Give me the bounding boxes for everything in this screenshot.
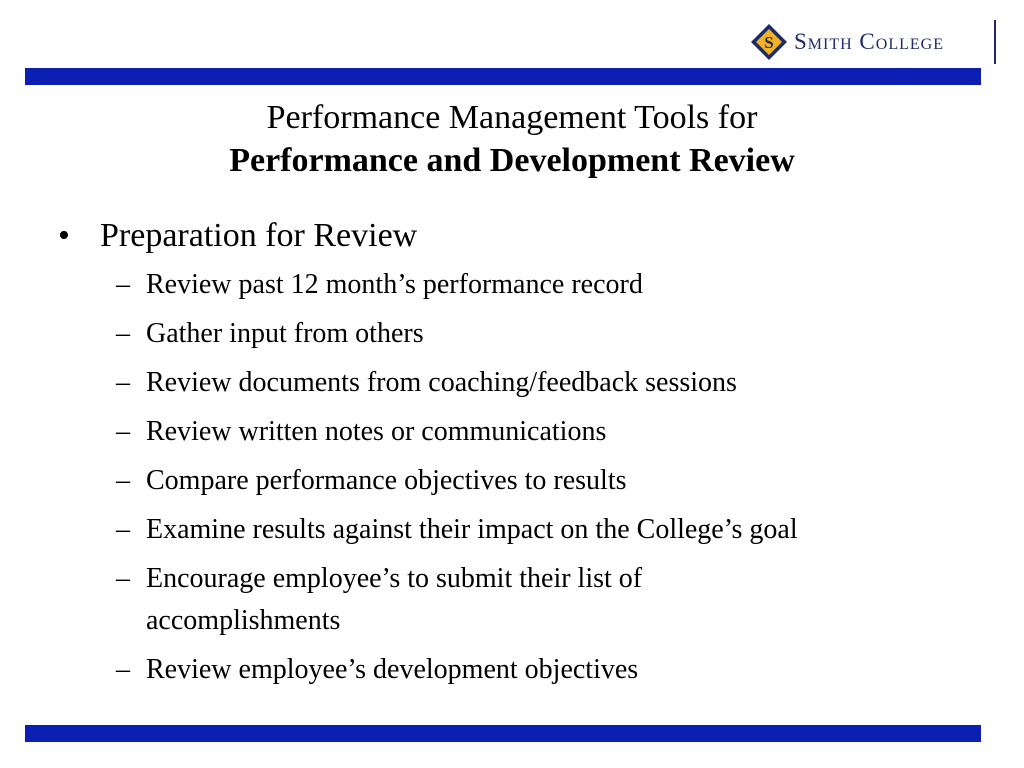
sub-bullet-text: Review employee’s development objectives bbox=[146, 654, 639, 685]
sub-bullet-text: Compare performance objectives to results bbox=[146, 465, 627, 496]
sub-bullet-item bbox=[116, 362, 978, 404]
sub-bullet-text: Review written notes or communications bbox=[146, 416, 607, 447]
sub-bullet-text: Review documents from coaching/feedback sessions bbox=[146, 367, 737, 398]
svg-text:S: S bbox=[764, 33, 774, 52]
sub-bullet-item bbox=[116, 649, 978, 691]
bullet-marker: • bbox=[58, 217, 70, 254]
sub-bullet-text: Examine results against their impact on the College’s goal bbox=[146, 514, 798, 545]
sub-bullet-item bbox=[116, 460, 978, 502]
bottom-accent-bar bbox=[25, 725, 981, 742]
sub-bullet-item bbox=[116, 264, 978, 306]
dash-marker: – bbox=[116, 563, 130, 594]
smith-college-logo bbox=[750, 20, 996, 64]
slide-title bbox=[0, 96, 1024, 182]
sub-bullet-item bbox=[116, 411, 978, 453]
sub-bullet-list bbox=[116, 264, 978, 691]
sub-bullet-text: Gather input from others bbox=[146, 318, 424, 349]
dash-marker: – bbox=[116, 318, 130, 349]
slide-content bbox=[58, 214, 978, 698]
dash-marker: – bbox=[116, 465, 130, 496]
logo-wordmark: Smith College bbox=[794, 29, 944, 54]
dash-marker: – bbox=[116, 514, 130, 545]
dash-marker: – bbox=[116, 654, 130, 685]
top-accent-bar bbox=[25, 68, 981, 85]
bullet-text: Preparation for Review bbox=[100, 217, 418, 254]
dash-marker: – bbox=[116, 416, 130, 447]
smith-college-seal-icon bbox=[750, 23, 788, 61]
sub-bullet-text: Encourage employee’s to submit their list of accomplishments bbox=[146, 563, 643, 636]
dash-marker: – bbox=[116, 367, 130, 398]
title-line-2: Performance and Development Review bbox=[229, 142, 795, 179]
logo-edge-divider bbox=[994, 20, 996, 64]
sub-bullet-item bbox=[116, 558, 978, 642]
sub-bullet-text: Review past 12 month’s performance record bbox=[146, 269, 643, 300]
title-line-1: Performance Management Tools for bbox=[266, 99, 758, 136]
sub-bullet-item bbox=[116, 509, 978, 551]
dash-marker: – bbox=[116, 269, 130, 300]
sub-bullet-item bbox=[116, 313, 978, 355]
bullet-item bbox=[58, 214, 978, 258]
